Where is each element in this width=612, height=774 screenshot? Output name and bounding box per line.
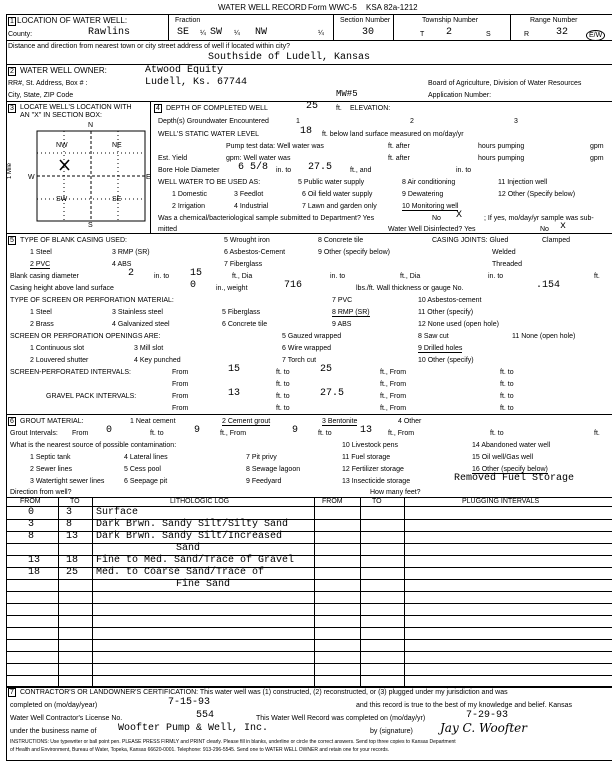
src-7[interactable]: 7 Pit privy — [246, 454, 277, 461]
chem-label-2: ; If yes, mo/day/yr sample was sub- — [484, 215, 594, 222]
gravel-to-label: ft. to — [276, 393, 290, 400]
business-name[interactable]: Woofter Pump & Well, Inc. — [118, 723, 269, 734]
log-row-rule — [6, 675, 612, 676]
township-label: Township Number — [422, 17, 479, 24]
gw-2: 2 — [410, 118, 414, 125]
quadrant-ne: NE — [112, 142, 122, 149]
log-cell-to[interactable]: 18 — [66, 555, 79, 566]
gravel-label: GRAVEL PACK INTERVALS: — [46, 393, 137, 400]
bore-label: Bore Hole Diameter — [158, 167, 220, 174]
screen-9[interactable]: 9 ABS — [332, 321, 352, 328]
township-value[interactable]: 2 — [446, 27, 453, 38]
chem-mitted: mitted — [158, 226, 178, 233]
section-4-number: 4 — [156, 105, 160, 112]
log-cell-desc[interactable]: Dark Brwn. Sandy Silt/Increased — [96, 531, 283, 542]
est-gpm-unit: gpm — [590, 155, 604, 162]
grout-intervals-label: Grout Intervals: — [10, 430, 58, 437]
screen-label: TYPE OF SCREEN OR PERFORATION MATERIAL: — [10, 297, 174, 304]
gw-1: 1 — [296, 118, 300, 125]
compass-e: E — [146, 174, 151, 181]
gravel-from-value[interactable]: 13 — [228, 388, 241, 399]
gravel-from-label: From — [172, 393, 189, 400]
grout-to-label: ft. to — [150, 430, 164, 437]
static-rest: ft. below land surface measured on mo/day/yr — [322, 131, 464, 138]
board-label: Board of Agriculture, Division of Water Resources — [428, 80, 582, 87]
est-yield-label: Est. Yield — [158, 155, 188, 162]
perf-ft-to-2: ft. to — [500, 381, 514, 388]
screen-6[interactable]: 6 Concrete tile — [222, 321, 268, 328]
log-row-rule — [6, 603, 612, 604]
perf-to-label: ft. to — [276, 369, 290, 376]
depth-label: DEPTH OF COMPLETED WELL — [166, 105, 268, 112]
src-16-underlined[interactable]: 16 Other (specify below) — [472, 466, 548, 473]
src-13[interactable]: 13 Insecticide storage — [342, 478, 411, 485]
location-label: LOCATION OF WATER WELL: — [17, 16, 128, 25]
log-row-rule — [6, 627, 612, 628]
log-cell-desc[interactable]: Fine Sand — [176, 579, 231, 590]
grout-to-2[interactable]: 13 — [360, 425, 373, 436]
gravel-to-label-2: ft. to — [276, 405, 290, 412]
open-3[interactable]: 3 Mill slot — [134, 345, 164, 352]
township-s: S — [486, 31, 491, 38]
log-cell-to[interactable]: 25 — [66, 567, 79, 578]
est-hours: hours pumping — [478, 155, 525, 162]
gravel-ft-to: ft. to — [500, 393, 514, 400]
src-15[interactable]: 15 Oil well/Gas well — [472, 454, 534, 461]
log-header-to: TO — [70, 498, 80, 505]
casing-4[interactable]: 4 ABS — [112, 261, 132, 268]
est-gpm: gpm: Well water was — [226, 155, 291, 162]
compass-n: N — [88, 122, 94, 129]
grout-4[interactable]: 4 Other — [398, 418, 422, 425]
application-label: Application Number: — [428, 92, 492, 99]
instructions-1: INSTRUCTIONS: Use typewriter or ball point pen. PLEASE PRESS FIRMLY and PRINT clearly. Please fill in blanks, underline or circle the correct answers. Send top three copies to Kansas Department — [10, 739, 456, 745]
screen-12[interactable]: 12 None used (open hole) — [418, 321, 499, 328]
use-label: WELL WATER TO BE USED AS: — [158, 179, 261, 186]
perf-to-value[interactable]: 25 — [320, 364, 333, 375]
owner-address[interactable]: Ludell, Ks. 67744 — [145, 77, 248, 88]
fraction-1[interactable]: SE — [177, 27, 190, 38]
screen-8-underlined[interactable]: 8 RMP (SR) — [332, 309, 370, 316]
pump-gpm: gpm — [590, 143, 604, 150]
license-number[interactable]: 554 — [196, 710, 215, 721]
log-header-from-2: FROM — [322, 498, 343, 505]
range-value[interactable]: 32 — [556, 27, 569, 38]
perforated-label: SCREEN-PERFORATED INTERVALS: — [10, 369, 131, 376]
bore-in-to: in. to — [276, 167, 292, 174]
chem-label: Was a chemical/bacteriological sample submitted to Department? Yes — [158, 215, 375, 222]
grout-from-label: From — [72, 430, 89, 437]
fraction-label: Fraction — [175, 17, 201, 24]
casing-2-underlined[interactable]: 2 PVC — [30, 261, 51, 268]
log-row-rule — [6, 591, 612, 592]
section-1-number: 1 — [10, 18, 14, 25]
use-8[interactable]: 8 Air conditioning — [402, 179, 456, 186]
section-5-number: 5 — [10, 237, 14, 244]
bore-ft-and: ft., and — [350, 167, 372, 174]
src-6[interactable]: 6 Seepage pit — [124, 478, 168, 485]
chem-no: No — [432, 215, 441, 222]
bore-value[interactable]: 6 5/8 — [238, 162, 269, 173]
other-source-value[interactable]: Removed Fuel Storage — [454, 473, 575, 484]
range-label: Range Number — [530, 17, 578, 24]
src-4[interactable]: 4 Lateral lines — [124, 454, 168, 461]
src-10[interactable]: 10 Livestock pens — [342, 442, 399, 449]
height-in-weight: in., weight — [216, 285, 248, 292]
gauge-value[interactable]: .154 — [536, 280, 561, 291]
grout-from-2[interactable]: 9 — [292, 425, 299, 436]
grout-3-underlined[interactable]: 3 Bentonite — [322, 418, 358, 425]
distance-value[interactable]: Southside of Ludell, Kansas — [208, 52, 371, 63]
signature-label: by (signature) — [370, 728, 413, 735]
grout-ft-from: ft., From — [220, 430, 247, 437]
township-t: T — [420, 31, 425, 38]
open-7[interactable]: 7 Torch cut — [282, 357, 317, 364]
src-2[interactable]: 2 Sewer lines — [30, 466, 73, 473]
owner-name[interactable]: Atwood Equity — [145, 65, 224, 76]
fraction-3[interactable]: NW — [255, 27, 268, 38]
section-7-number: 7 — [10, 689, 14, 696]
log-cell-from[interactable]: 0 — [28, 507, 35, 518]
quarter-mark: ¼ — [200, 30, 206, 37]
src-5[interactable]: 5 Cess pool — [124, 466, 161, 473]
well-location-x-mark — [60, 160, 69, 170]
log-cell-from[interactable]: 8 — [28, 531, 35, 542]
log-cell-to[interactable]: 3 — [66, 507, 73, 518]
weight-value[interactable]: 716 — [284, 280, 303, 291]
city-label: City, State, ZIP Code — [8, 92, 74, 99]
section-number-value[interactable]: 30 — [362, 27, 375, 38]
log-cell-desc[interactable]: Dark Brwn. Sandy Silt/Silty Sand — [96, 519, 289, 530]
log-cell-from[interactable]: 18 — [28, 567, 41, 578]
disinfected-label: Water Well Disinfected? Yes — [388, 226, 476, 233]
perf-from-value[interactable]: 15 — [228, 364, 241, 375]
cert-line-1: CONTRACTOR'S OR LANDOWNER'S CERTIFICATION: This water well was (1) constructed, (2) reconstructed, or (3) plugged under my jurisdiction and was — [20, 689, 508, 696]
gw-3: 3 — [514, 118, 518, 125]
use-10-underlined[interactable]: 10 Monitoring well — [402, 203, 459, 210]
record-date[interactable]: 7-29-93 — [466, 710, 509, 721]
section-box-grid[interactable] — [36, 130, 146, 222]
screen-3[interactable]: 3 Stainless steel — [112, 309, 163, 316]
locate-label-2: AN "X" IN SECTION BOX: — [20, 112, 102, 119]
cert-completed-label: completed on (mo/day/year) — [10, 702, 98, 709]
range-ew-circled[interactable]: E/W — [586, 30, 605, 41]
completed-date[interactable]: 7-15-93 — [168, 697, 211, 708]
casing-1[interactable]: 1 Steel — [30, 249, 52, 256]
diameter-label: Blank casing diameter — [10, 273, 79, 280]
use-5[interactable]: 5 Public water supply — [298, 179, 365, 186]
log-cell-to[interactable]: 13 — [66, 531, 79, 542]
casing-5[interactable]: 5 Wrought iron — [224, 237, 270, 244]
open-4[interactable]: 4 Key punched — [134, 357, 181, 364]
county-label: County: — [8, 31, 33, 38]
casing-3[interactable]: 3 RMP (SR) — [112, 249, 150, 256]
static-value[interactable]: 18 — [300, 126, 313, 137]
grout-ft-from-2: ft., From — [388, 430, 415, 437]
screen-11[interactable]: 11 Other (specify) — [418, 309, 474, 316]
bore-to-value[interactable]: 27.5 — [308, 162, 333, 173]
joints-clamped[interactable]: Clamped — [542, 237, 571, 244]
pump-after: ft. after — [388, 143, 410, 150]
log-cell-from[interactable]: 13 — [28, 555, 41, 566]
depth-ft: ft. — [336, 105, 342, 112]
log-cell-to[interactable]: 8 — [66, 519, 73, 530]
src-3[interactable]: 3 Watertight sewer lines — [30, 478, 105, 485]
use-3[interactable]: 3 Feedlot — [234, 191, 264, 198]
perf-from-label: From — [172, 369, 189, 376]
static-label: WELL'S STATIC WATER LEVEL — [158, 131, 260, 138]
open-1[interactable]: 1 Continuous slot — [30, 345, 85, 352]
diameter-ft-dia-2: ft., Dia — [400, 273, 421, 280]
quarter-mark: ¼ — [234, 30, 240, 37]
diameter-ft: ft. — [594, 273, 600, 280]
record-completed-label: This Water Well Record was completed on (mo/day/yr) — [256, 715, 426, 722]
gravel-ft-to-2: ft. to — [500, 405, 514, 412]
log-cell-from[interactable]: 3 — [28, 519, 35, 530]
grout-to-1[interactable]: 9 — [194, 425, 201, 436]
quadrant-sw: SW — [56, 196, 68, 203]
perf-to-label-2: ft. to — [276, 381, 290, 388]
compass-w: W — [28, 174, 35, 181]
diameter-to-value[interactable]: 15 — [190, 268, 203, 279]
gravel-ft-from-2: ft., From — [380, 405, 407, 412]
casing-label: TYPE OF BLANK CASING USED: — [20, 237, 127, 244]
ksa-ref: KSA 82a-1212 — [366, 3, 418, 12]
instructions-2: of Health and Environment, Bureau of Water, Topeka, Kansas 66620-0001. Telephone: 913-296-5545. Send one to WATER WELL OWNER and retain one for your records. — [10, 747, 390, 753]
casing-6[interactable]: 6 Asbestos-Cement — [224, 249, 286, 256]
chem-no-mark[interactable]: X — [456, 210, 463, 221]
grout-from-1[interactable]: 0 — [106, 425, 113, 436]
joints-label: CASING JOINTS: Glued — [432, 237, 509, 244]
use-12[interactable]: 12 Other (Specify below) — [498, 191, 576, 198]
diameter-in-to-3: in. to — [488, 273, 504, 280]
src-1[interactable]: 1 Septic tank — [30, 454, 71, 461]
grout-label: GROUT MATERIAL: — [20, 418, 84, 425]
open-11[interactable]: 11 None (open hole) — [512, 333, 576, 340]
monitoring-well-id[interactable]: MW#5 — [336, 89, 358, 99]
use-7[interactable]: 7 Lawn and garden only — [302, 203, 377, 210]
joints-welded[interactable]: Welded — [492, 249, 516, 256]
src-12[interactable]: 12 Fertilizer storage — [342, 466, 404, 473]
log-cell-desc[interactable]: Sand — [176, 543, 201, 554]
grout-1[interactable]: 1 Neat cement — [130, 418, 176, 425]
use-9[interactable]: 9 Dewatering — [402, 191, 444, 198]
use-11[interactable]: 11 Injection well — [498, 179, 548, 186]
log-header-plugging: PLUGGING INTERVALS — [462, 498, 540, 505]
disinfected-no: No — [540, 226, 549, 233]
use-2[interactable]: 2 Irrigation — [172, 203, 206, 210]
log-header-lithologic: LITHOLOGIC LOG — [170, 498, 230, 505]
screen-10[interactable]: 10 Asbestos-cement — [418, 297, 482, 304]
casing-7[interactable]: 7 Fiberglass — [224, 261, 263, 268]
src-8[interactable]: 8 Sewage lagoon — [246, 466, 301, 473]
quarter-mark: ¼ — [318, 30, 324, 37]
log-row-rule — [6, 615, 612, 616]
log-row-rule — [6, 687, 612, 688]
elevation-label: ELEVATION: — [350, 105, 391, 112]
contamination-label: What is the nearest source of possible contamination: — [10, 442, 177, 449]
signature[interactable]: Jay C. Woofter — [440, 721, 528, 735]
src-9[interactable]: 9 Feedyard — [246, 478, 282, 485]
county-value[interactable]: Rawlins — [88, 27, 131, 38]
grout-ft-to: ft. to — [490, 430, 504, 437]
groundwater-label: Depth(s) Groundwater Encountered — [158, 118, 269, 125]
log-cell-desc[interactable]: Surface — [96, 507, 139, 518]
cert-line-2b: and this record is true to the best of my knowledge and belief. Kansas — [356, 702, 572, 709]
log-row-rule — [6, 579, 612, 580]
log-cell-desc[interactable]: Med. to Coarse Sand/Trace of — [96, 567, 265, 578]
section-6-number: 6 — [10, 418, 14, 425]
use-1[interactable]: 1 Domestic — [172, 191, 208, 198]
casing-9[interactable]: 9 Other (specify below) — [318, 249, 390, 256]
distance-label: Distance and direction from nearest town or city street address of well if located within city? — [8, 43, 291, 50]
perf-from-label-2: From — [172, 381, 189, 388]
open-8[interactable]: 8 Saw cut — [418, 333, 449, 340]
section-number-label: Section Number — [340, 17, 391, 24]
log-row-rule — [6, 651, 612, 652]
joints-threaded[interactable]: Threaded — [492, 261, 522, 268]
compass-s: S — [88, 222, 93, 229]
src-14[interactable]: 14 Abandoned water well — [472, 442, 551, 449]
use-4[interactable]: 4 Industrial — [234, 203, 269, 210]
log-row-rule — [6, 543, 612, 544]
pump-test-label: Pump test data: Well water was — [226, 143, 324, 150]
openings-label: SCREEN OR PERFORATION OPENINGS ARE: — [10, 333, 161, 340]
section-2-number: 2 — [10, 68, 14, 75]
log-header-to-2: TO — [372, 498, 382, 505]
wall-thickness-label: lbs./ft. Wall thickness or gauge No. — [356, 285, 464, 292]
casing-8[interactable]: 8 Concrete tile — [318, 237, 364, 244]
open-10[interactable]: 10 Other (specify) — [418, 357, 474, 364]
open-2[interactable]: 2 Louvered shutter — [30, 357, 89, 364]
quadrant-se: SE — [112, 196, 122, 203]
grout-ft: ft. — [594, 430, 600, 437]
screen-2[interactable]: 2 Brass — [30, 321, 54, 328]
direction-label: Direction from well? — [10, 489, 72, 496]
fraction-2[interactable]: SW — [210, 27, 223, 38]
screen-5[interactable]: 5 Fiberglass — [222, 309, 261, 316]
src-11[interactable]: 11 Fuel storage — [342, 454, 391, 461]
log-row-rule — [6, 663, 612, 664]
diameter-in-to: in. to — [154, 273, 170, 280]
license-label: Water Well Contractor's License No. — [10, 715, 123, 722]
log-row-rule — [6, 639, 612, 640]
perf-ft-to: ft. to — [500, 369, 514, 376]
form-title: WATER WELL RECORD — [218, 3, 307, 12]
perf-ft-from: ft., From — [380, 369, 407, 376]
range-r: R — [524, 31, 530, 38]
screen-7[interactable]: 7 PVC — [332, 297, 353, 304]
open-5[interactable]: 5 Gauzed wrapped — [282, 333, 342, 340]
screen-1[interactable]: 1 Steel — [30, 309, 52, 316]
grout-to-label-2: ft. to — [318, 430, 332, 437]
log-cell-desc[interactable]: Fine to Med. Sand/Trace of Gravel — [96, 555, 295, 566]
quadrant-nw: NW — [56, 142, 68, 149]
diameter-ft-dia: ft., Dia — [232, 273, 253, 280]
business-label: under the business name of — [10, 728, 97, 735]
open-9-underlined[interactable]: 9 Drilled holes — [418, 345, 463, 352]
diameter-value[interactable]: 2 — [128, 268, 135, 279]
use-6[interactable]: 6 Oil field water supply — [302, 191, 373, 198]
gravel-ft-from: ft., From — [380, 393, 407, 400]
bore-in-to-2: in. to — [456, 167, 472, 174]
pump-hours: hours pumping — [478, 143, 525, 150]
screen-4[interactable]: 4 Galvanized steel — [112, 321, 170, 328]
locate-label: LOCATE WELL'S LOCATION WITH — [20, 104, 132, 111]
height-label: Casing height above land surface — [10, 285, 114, 292]
owner-label: WATER WELL OWNER: — [20, 66, 107, 75]
diameter-in-to-2: in. to — [330, 273, 346, 280]
form-number: Form WWC-5 — [308, 3, 357, 12]
gravel-to-value[interactable]: 27.5 — [320, 388, 345, 399]
mile-label: 1 Mile — [7, 162, 14, 180]
disinfected-no-mark[interactable]: x — [560, 221, 567, 232]
log-header-from: FROM — [20, 498, 41, 505]
perf-ft-from-2: ft., From — [380, 381, 407, 388]
open-6[interactable]: 6 Wire wrapped — [282, 345, 332, 352]
grout-2-underlined[interactable]: 2 Cement grout — [222, 418, 271, 425]
depth-value[interactable]: 25 — [306, 101, 319, 112]
gravel-from-label-2: From — [172, 405, 189, 412]
address-label: RR#, St. Address, Box # : — [8, 80, 88, 87]
feet-label: How many feet? — [370, 489, 421, 496]
section-3-number: 3 — [10, 105, 14, 112]
est-after: ft. after — [388, 155, 410, 162]
height-value[interactable]: 0 — [190, 280, 197, 291]
